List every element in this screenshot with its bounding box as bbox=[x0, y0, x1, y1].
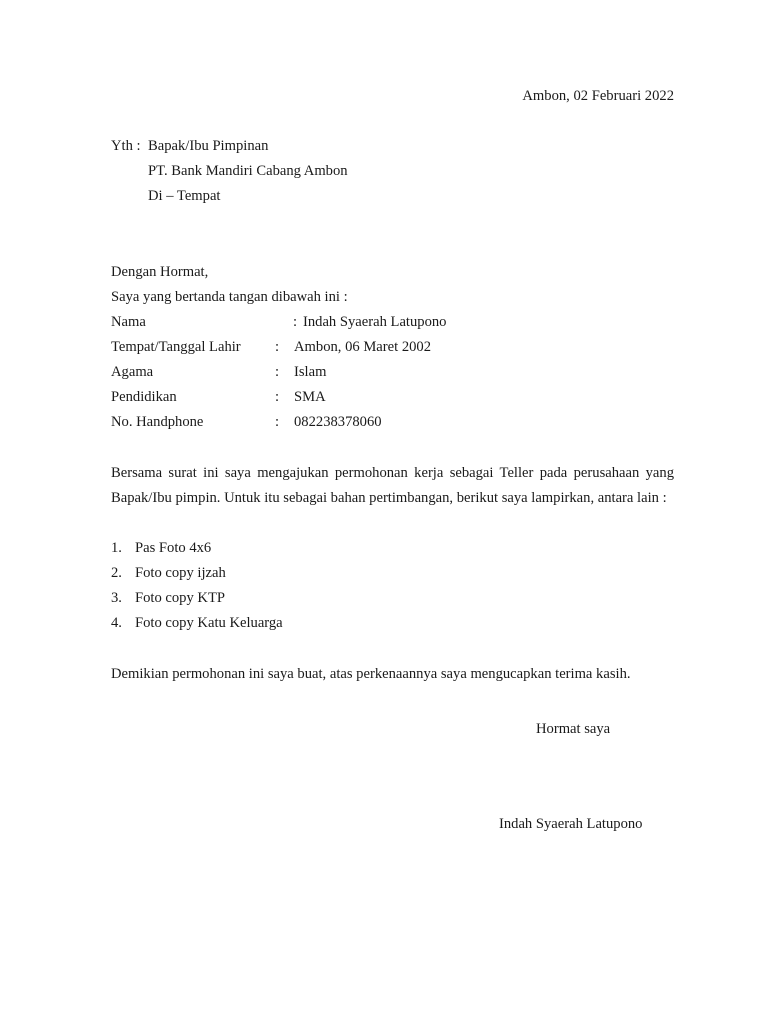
field-value: Ambon, 06 Maret 2002 bbox=[294, 339, 432, 355]
field-colon: : bbox=[275, 364, 280, 380]
recipient-line-3: Di – Tempat bbox=[148, 188, 221, 204]
recipient-label: Yth : bbox=[111, 138, 141, 154]
greeting: Dengan Hormat, bbox=[111, 264, 209, 280]
attachment-text: Foto copy KTP bbox=[135, 590, 225, 606]
attachment-number: 1. bbox=[111, 540, 122, 556]
signature-name: Indah Syaerah Latupono bbox=[499, 816, 643, 832]
attachment-text: Foto copy Katu Keluarga bbox=[135, 615, 283, 631]
field-label: Agama bbox=[111, 364, 154, 380]
field-colon: : bbox=[275, 389, 280, 405]
attachment-item bbox=[111, 590, 511, 608]
attachment-number: 3. bbox=[111, 590, 122, 606]
field-label: No. Handphone bbox=[111, 414, 204, 430]
attachment-number: 2. bbox=[111, 565, 122, 581]
attachment-text: Foto copy ijzah bbox=[135, 565, 226, 581]
field-value: Islam bbox=[294, 364, 327, 380]
field-row-education bbox=[111, 389, 671, 407]
field-row-birth bbox=[111, 339, 671, 357]
letter-date: Ambon, 02 Februari 2022 bbox=[522, 88, 674, 104]
field-value: SMA bbox=[294, 389, 326, 405]
attachment-item bbox=[111, 565, 511, 583]
field-colon: : bbox=[293, 314, 298, 330]
field-label: Pendidikan bbox=[111, 389, 177, 405]
field-row-phone bbox=[111, 414, 671, 432]
field-colon: : bbox=[275, 339, 280, 355]
field-value: 082238378060 bbox=[294, 414, 382, 430]
field-row-religion bbox=[111, 364, 671, 382]
intro-sentence: Saya yang bertanda tangan dibawah ini : bbox=[111, 289, 348, 305]
recipient-line-1: Bapak/Ibu Pimpinan bbox=[148, 138, 269, 154]
attachment-item bbox=[111, 540, 511, 558]
field-colon: : bbox=[275, 414, 280, 430]
field-label: Nama bbox=[111, 314, 146, 330]
closing-sentence: Demikian permohonan ini saya buat, atas perkenaannya saya mengucapkan terima kasih. bbox=[111, 666, 631, 682]
recipient-line-2: PT. Bank Mandiri Cabang Ambon bbox=[148, 163, 348, 179]
attachment-number: 4. bbox=[111, 615, 122, 631]
attachment-item bbox=[111, 615, 511, 633]
body-paragraph: Bersama surat ini saya mengajukan permohonan kerja sebagai Teller pada perusahaan yang Bapak/Ibu pimpin. Untuk itu sebagai bahan pertimbangan, berikut saya lampirkan, antara lain : bbox=[111, 465, 674, 506]
regards: Hormat saya bbox=[536, 721, 611, 737]
attachment-text: Pas Foto 4x6 bbox=[135, 540, 212, 556]
field-row-name bbox=[111, 314, 671, 332]
field-value: Indah Syaerah Latupono bbox=[303, 314, 447, 330]
field-label: Tempat/Tanggal Lahir bbox=[111, 339, 241, 355]
